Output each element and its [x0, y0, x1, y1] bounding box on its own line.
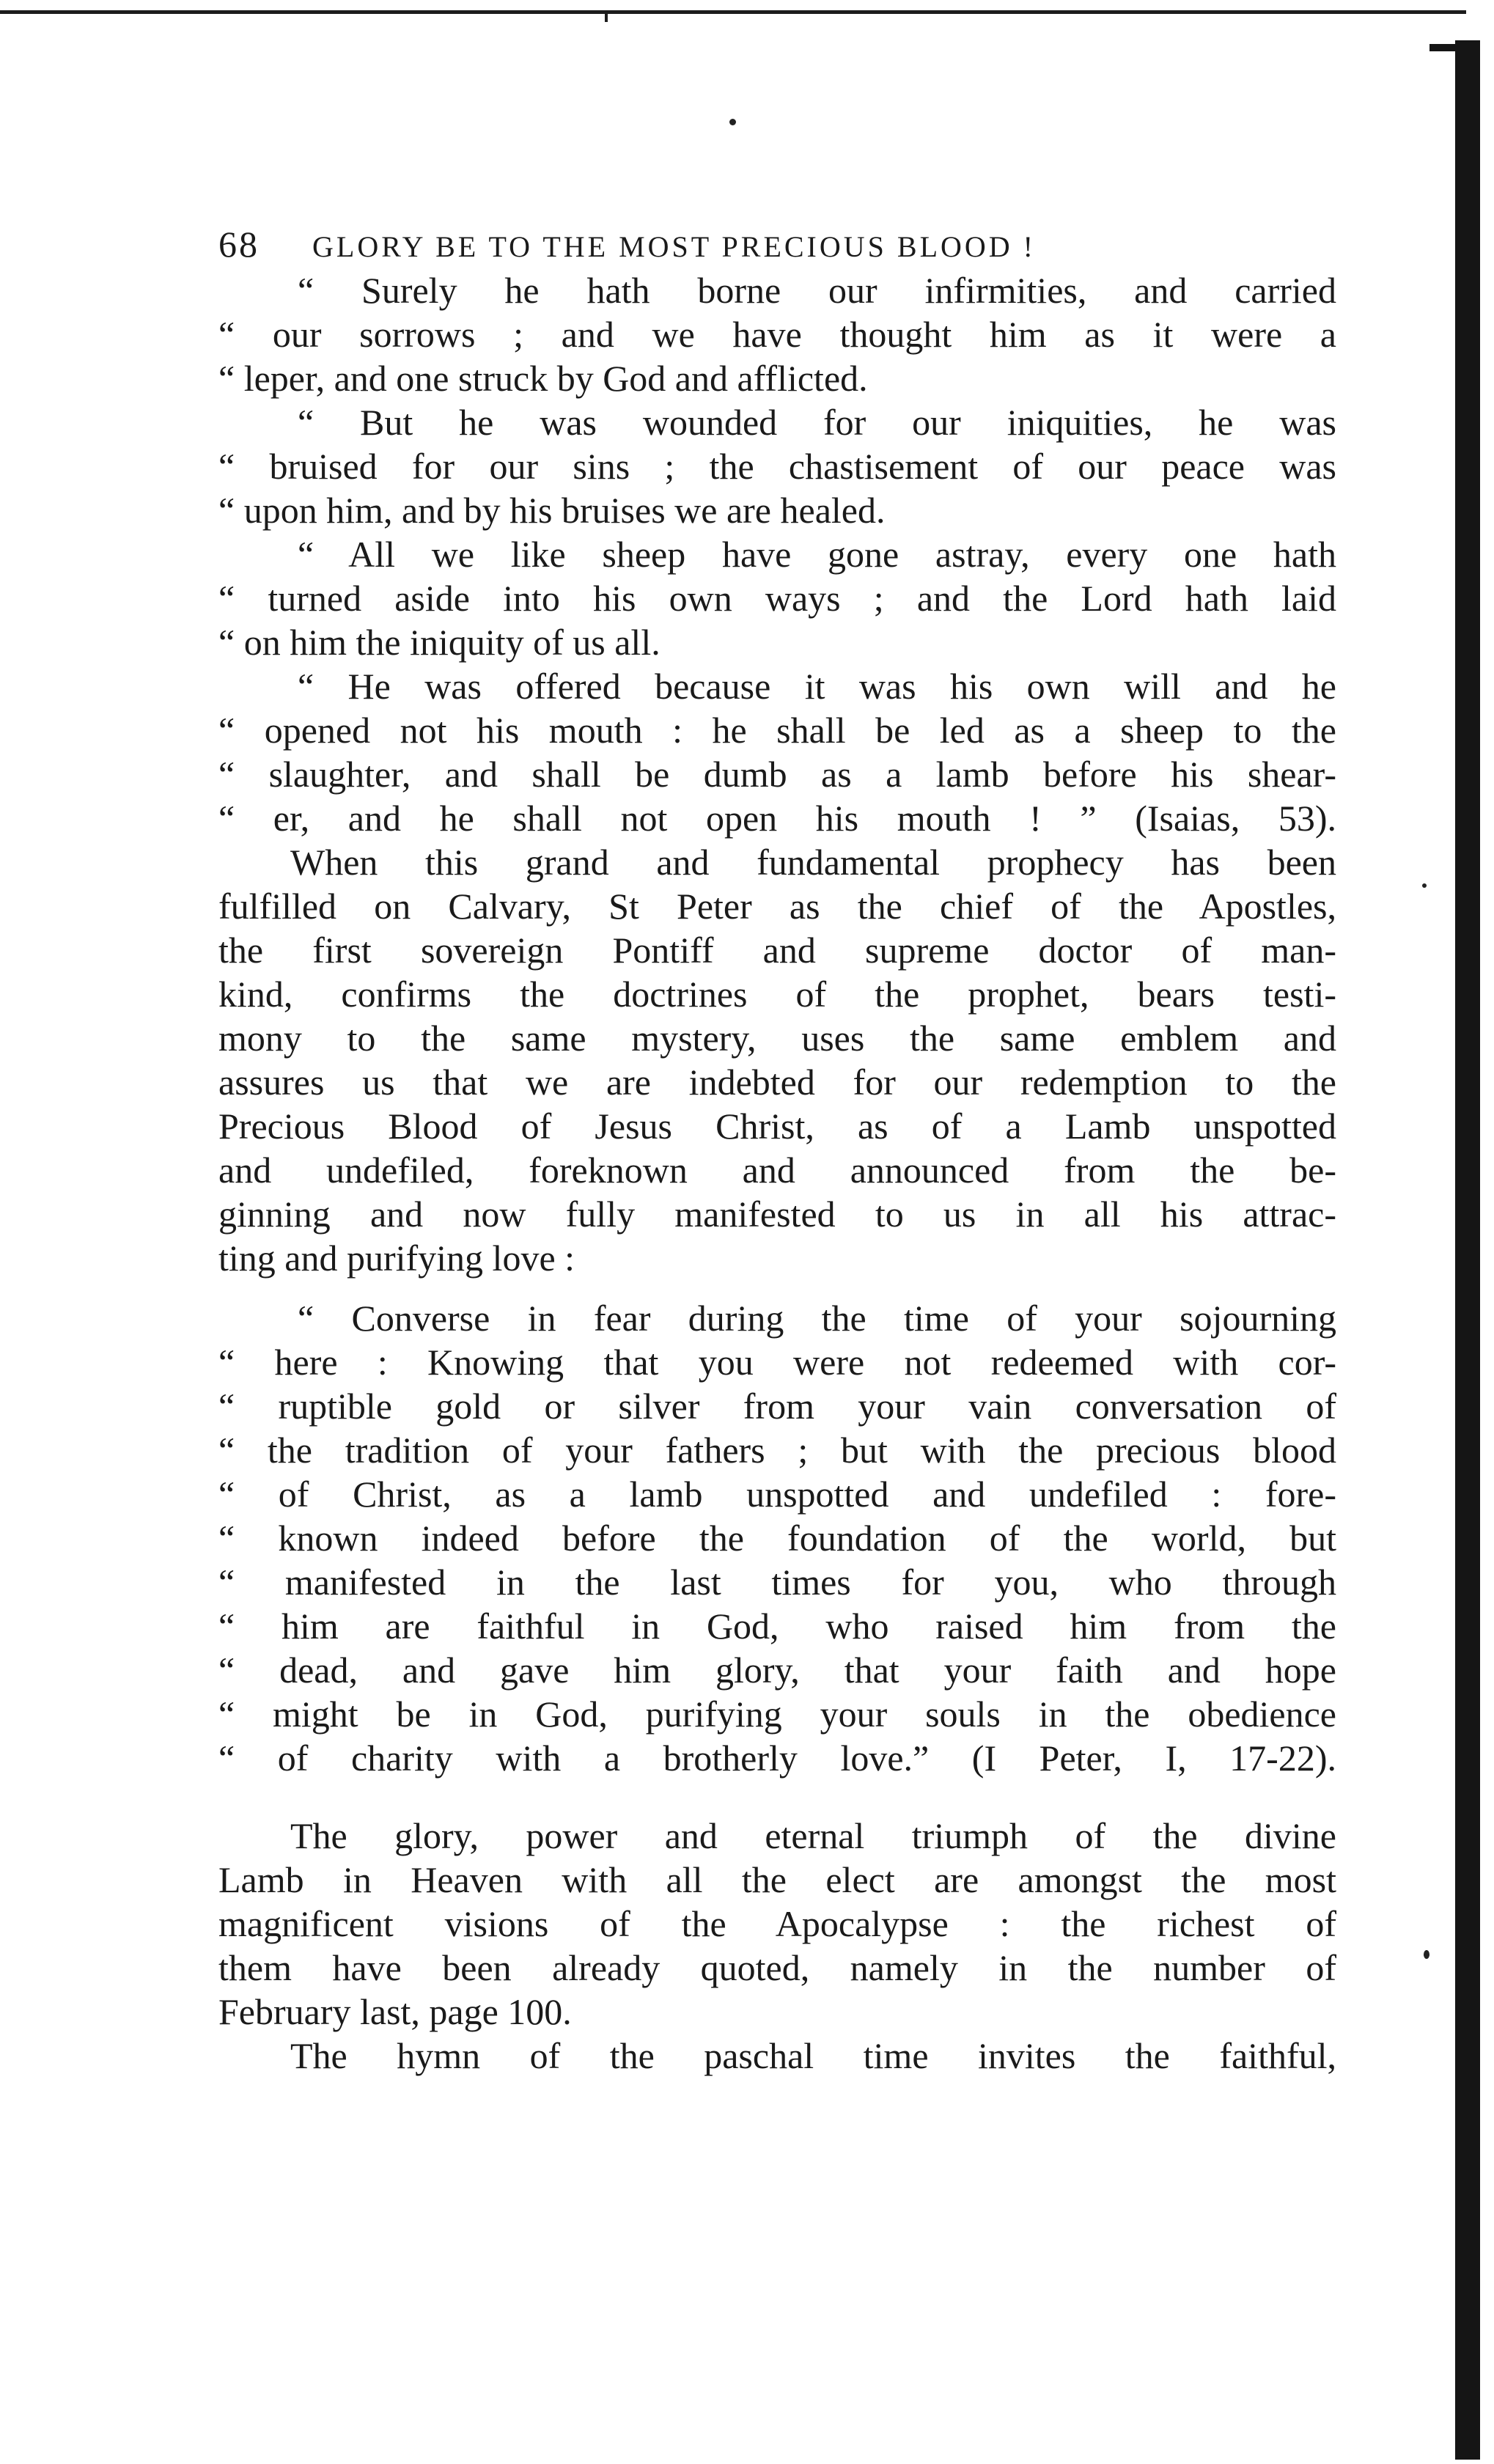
quote-line: “ Surely he hath borne our infirmities, and carried — [298, 270, 1336, 311]
ink-speck — [1422, 883, 1427, 888]
quote-line: “ bruised for our sins ; the chastisement of our peace was — [218, 446, 1336, 487]
quote-line: “ Converse in fear during the time of your sojourning — [298, 1298, 1336, 1339]
page-number: 68 — [218, 224, 260, 265]
quote-line: “ him are faithful in God, who raised him from the — [218, 1606, 1336, 1647]
quote-line: “ turned aside into his own ways ; and the Lord hath laid — [218, 578, 1336, 619]
paragraph-line: fulfilled on Calvary, St Peter as the chief of the Apostles, — [218, 886, 1336, 927]
paragraph-line: ting and purifying love : — [218, 1237, 575, 1279]
top-border-tick — [605, 10, 608, 22]
paragraph-line: magnificent visions of the Apocalypse : the richest of — [218, 1903, 1336, 1944]
quote-line: “ er, and he shall not open his mouth ! ” (Isaias, 53). — [218, 798, 1336, 839]
ink-speck — [729, 119, 736, 125]
paragraph-line: assures us that we are indebted for our redemption to the — [218, 1062, 1336, 1103]
quote-line: “ might be in God, purifying your souls in the obedience — [218, 1693, 1336, 1735]
quote-peter — [218, 1296, 1336, 1780]
quote-line: “ He was offered because it was his own will and he — [298, 666, 1336, 707]
paragraph-line: When this grand and fundamental prophecy has been — [290, 842, 1336, 883]
quote-line: “ opened not his mouth : he shall be led as a sheep to the — [218, 710, 1336, 751]
quote-line: “ of Christ, as a lamb unspotted and undefiled : fore- — [218, 1474, 1336, 1515]
paragraph-hymn — [218, 2034, 1336, 2078]
paragraph-line: Precious Blood of Jesus Christ, as of a Lamb unspotted — [218, 1106, 1336, 1147]
quote-line: “ All we like sheep have gone astray, every one hath — [298, 534, 1336, 575]
quote-line: “ leper, and one struck by God and afflicted. — [218, 358, 868, 399]
ink-speck — [1424, 1950, 1429, 1959]
quote-line: “ on him the iniquity of us all. — [218, 622, 660, 663]
running-title: GLORY BE TO THE MOST PRECIOUS BLOOD ! — [312, 230, 1036, 263]
quote-line: “ But he was wounded for our iniquities, he was — [298, 402, 1336, 443]
paragraph-line: them have been already quoted, namely in the number of — [218, 1947, 1336, 1988]
right-edge-scan-shadow — [1455, 40, 1480, 2460]
paragraph-line: ginning and now fully manifested to us in all his attrac- — [218, 1194, 1336, 1235]
quote-line: “ upon him, and by his bruises we are healed. — [218, 490, 886, 531]
quote-line: “ of charity with a brotherly love.” (I Peter, I, 17-22). — [218, 1737, 1336, 1779]
paragraph-line: and undefiled, foreknown and announced from the be- — [218, 1150, 1336, 1191]
paragraph-line: February last, page 100. — [218, 1991, 572, 2032]
quote-line: “ our sorrows ; and we have thought him as it were a — [218, 314, 1336, 355]
paragraph-line: kind, confirms the doctrines of the prophet, bears testi- — [218, 974, 1336, 1015]
book-page — [218, 220, 1336, 2078]
quote-line: “ slaughter, and shall be dumb as a lamb before his shear- — [218, 754, 1336, 795]
quote-line: “ ruptible gold or silver from your vain conversation of — [218, 1386, 1336, 1427]
paragraph-line: The glory, power and eternal triumph of the divine — [290, 1815, 1336, 1856]
paragraph-line: Lamb in Heaven with all the elect are amongst the most — [218, 1859, 1336, 1900]
paragraph-prophecy — [218, 840, 1336, 1280]
right-edge-notch — [1429, 44, 1459, 51]
top-border-rule — [0, 10, 1466, 14]
paragraph-line: mony to the same mystery, uses the same emblem and — [218, 1018, 1336, 1059]
quote-line: “ the tradition of your fathers ; but with the precious blood — [218, 1430, 1336, 1471]
paragraph-line: the first sovereign Pontiff and supreme doctor of man- — [218, 930, 1336, 971]
quote-line: “ manifested in the last times for you, who through — [218, 1562, 1336, 1603]
quote-line: “ known indeed before the foundation of the world, but — [218, 1518, 1336, 1559]
quote-isaias — [218, 268, 1336, 840]
paragraph-line: The hymn of the paschal time invites the faithful, — [290, 2035, 1336, 2076]
paragraph-apocalypse — [218, 1814, 1336, 2034]
quote-line: “ dead, and gave him glory, that your faith and hope — [218, 1650, 1336, 1691]
quote-line: “ here : Knowing that you were not redeemed with cor- — [218, 1342, 1336, 1383]
running-head — [218, 220, 1336, 268]
